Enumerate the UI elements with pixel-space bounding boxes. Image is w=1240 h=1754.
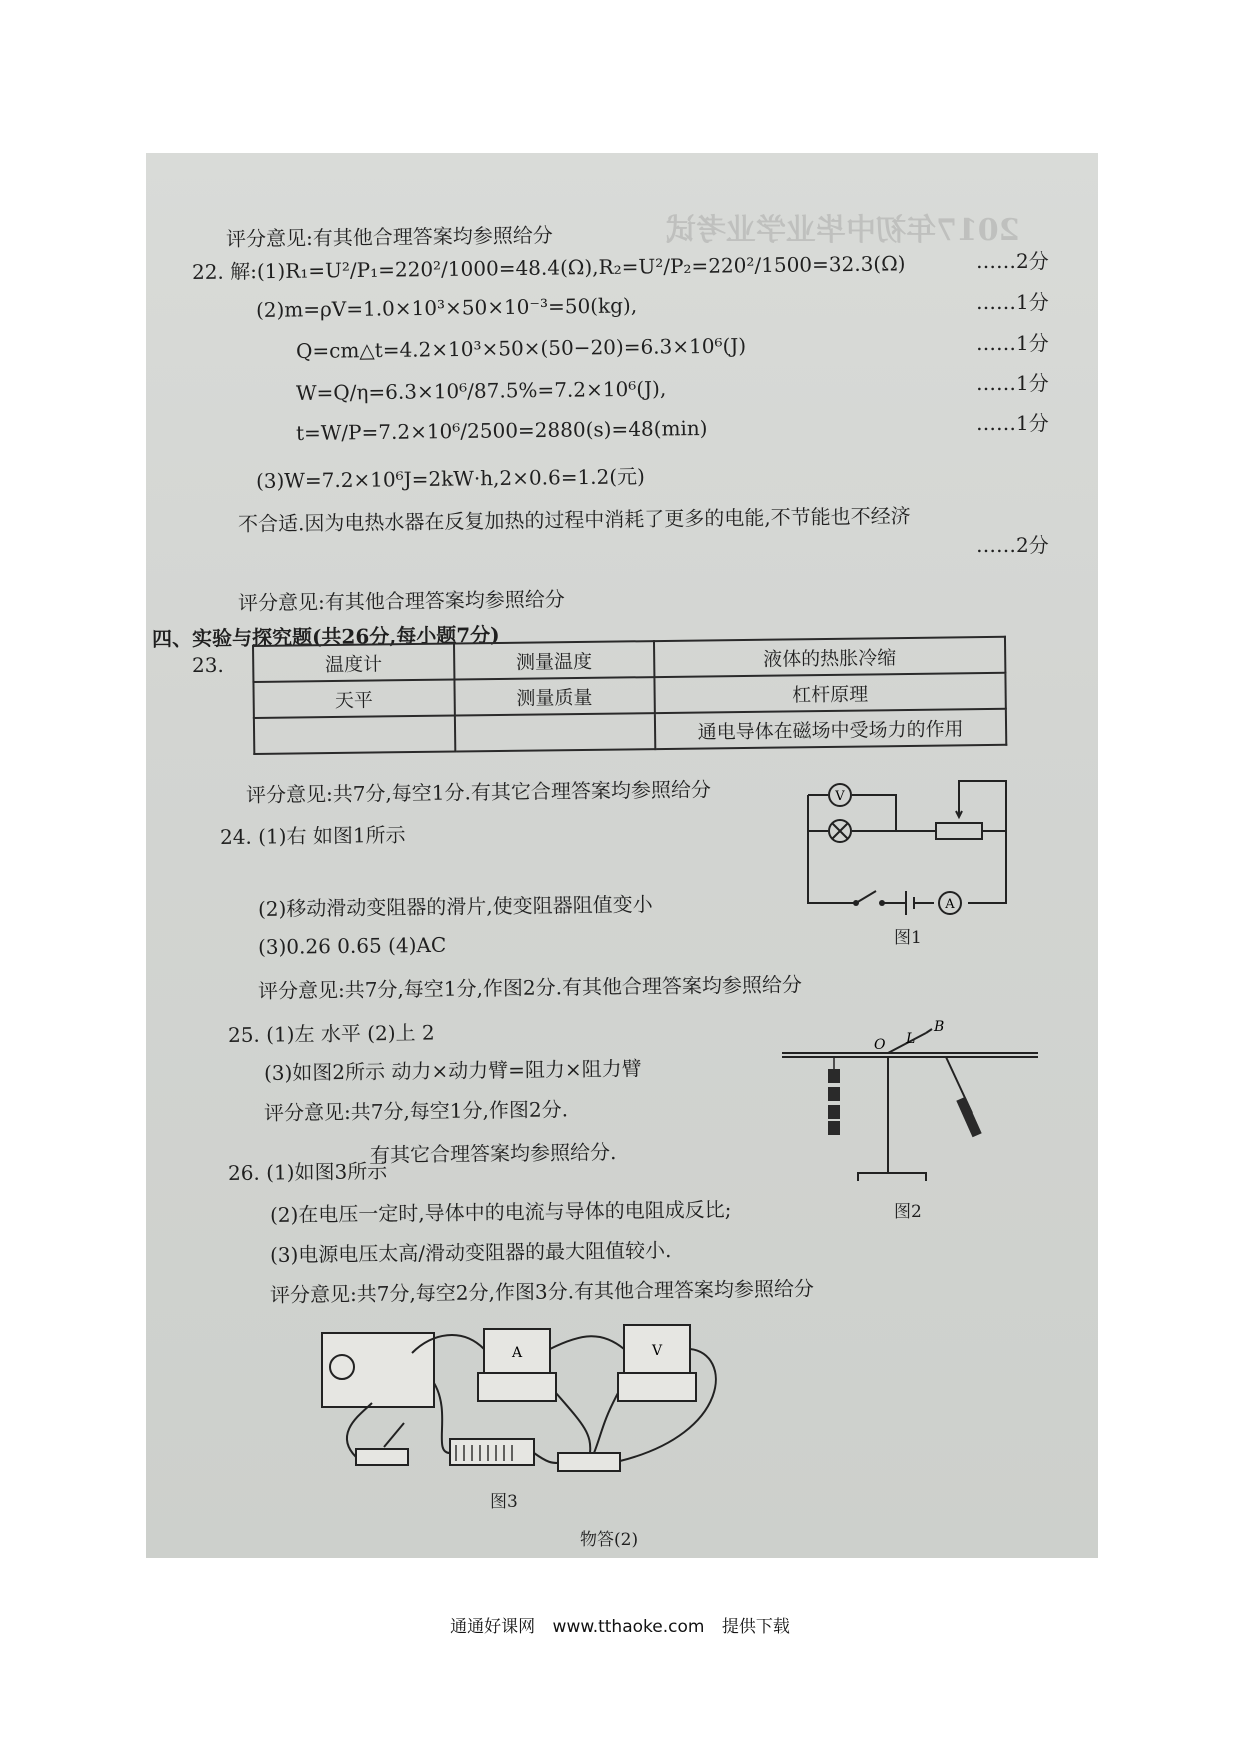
table-cell: 液体的热胀冷缩: [654, 637, 1005, 677]
scanned-page: [146, 153, 1098, 1558]
fig1-caption: 图1: [894, 928, 922, 948]
q24-part2: (2)移动滑动变阻器的滑片,使变阻器阻值变小: [257, 892, 653, 921]
q26-part3: (3)电源电压太高/滑动变阻器的最大阻值较小.: [269, 1238, 672, 1267]
q26-part1: 26. (1)如图3所示: [227, 1159, 388, 1185]
grading-note-22: 评分意见:有其他合理答案均参照给分: [237, 587, 565, 615]
score-q22-2b: ……1分: [976, 331, 1049, 355]
score-q22-2d: ……1分: [976, 411, 1049, 435]
q24-part1: 24. (1)右 如图1所示: [219, 822, 406, 849]
footer-site-name: 通通好课网: [450, 1617, 536, 1637]
fig1-ammeter-label: A: [945, 897, 955, 912]
q22-part2-mass: (2)m=ρV=1.0×10³×50×10⁻³=50(kg),: [255, 293, 638, 322]
q23-answer-table: [252, 636, 1007, 755]
fig2-label-o: O: [874, 1037, 886, 1053]
q22-part3: (3)W=7.2×10⁶J=2kW·h,2×0.6=1.2(元): [255, 464, 646, 493]
q22-part2-work: W=Q/η=6.3×10⁶/87.5%=7.2×10⁶(J),: [295, 376, 667, 405]
fig2-label-b: B: [934, 1019, 945, 1035]
fig3-ammeter-label: A: [511, 1345, 523, 1361]
grading-note-top: 评分意见:有其他合理答案均参照给分: [225, 223, 553, 251]
fig1-voltmeter-label: V: [835, 789, 845, 804]
q26-part2: (2)在电压一定时,导体中的电流与导体的电阻成反比;: [269, 1197, 732, 1227]
table-cell: 天平: [253, 680, 454, 718]
grading-note-25b: 有其它合理答案均参照给分.: [369, 1139, 617, 1167]
score-q22-3: ……2分: [976, 533, 1049, 557]
table-cell: 测量质量: [454, 677, 655, 715]
q22-part3-reason: 不合适.因为电热水器在反复加热的过程中消耗了更多的电能,不节能也不经济: [237, 503, 911, 536]
q22-part2-time: t=W/P=7.2×10⁶/2500=2880(s)=48(min): [295, 415, 708, 445]
fig2-label-l: L: [906, 1031, 916, 1047]
table-cell: [254, 716, 455, 754]
grading-note-24: 评分意见:共7分,每空1分,作图2分.有其他合理答案均参照给分: [257, 972, 803, 1003]
fig2-caption: 图2: [894, 1202, 922, 1222]
table-cell: 温度计: [253, 644, 454, 682]
footer-note: 提供下载: [721, 1617, 790, 1637]
figure-1-circuit: [796, 773, 1026, 923]
footer-url[interactable]: www.tthaoke.com: [552, 1617, 705, 1637]
section-four-heading: 四、实验与探究题(共26分,每小题7分): [151, 622, 500, 651]
q22-part2-heat: Q=cm△t=4.2×10³×50×(50−20)=6.3×10⁶(J): [295, 333, 747, 363]
table-cell: [454, 713, 655, 751]
table-cell: 测量温度: [454, 641, 655, 679]
score-q22-1: ……2分: [976, 249, 1049, 273]
bleed-through-title: 2017年初中毕业学业考试: [666, 213, 1020, 248]
grading-note-25: 评分意见:共7分,每空1分,作图2分.: [263, 1097, 569, 1125]
q24-part3: (3)0.26 0.65 (4)AC: [257, 932, 447, 959]
score-q22-2c: ……1分: [976, 371, 1049, 395]
q23-label: 23.: [192, 653, 224, 677]
figure-3-apparatus: [312, 1313, 832, 1493]
fig3-voltmeter-label: V: [651, 1343, 663, 1359]
q22-part1: 22. 解:(1)R₁=U²/P₁=220²/1000=48.4(Ω),R₂=U²/P₂=220²/1500=32.3(Ω): [191, 251, 906, 284]
download-footer: [0, 1612, 1240, 1637]
q25-part3: (3)如图2所示 动力×动力臂=阻力×阻力臂: [263, 1056, 642, 1085]
grading-note-26: 评分意见:共7分,每空2分,作图3分.有其他合理答案均参照给分: [269, 1276, 815, 1307]
table-cell: 杠杆原理: [654, 673, 1005, 713]
figure-2-lever: [776, 1013, 1056, 1193]
table-cell: 通电导体在磁场中受场力的作用: [655, 709, 1006, 749]
grading-note-23: 评分意见:共7分,每空1分.有其它合理答案均参照给分: [245, 777, 712, 807]
q25-part1: 25. (1)左 水平 (2)上 2: [227, 1020, 435, 1047]
fig3-caption: 图3: [490, 1492, 518, 1512]
score-q22-2a: ……1分: [976, 290, 1049, 314]
page-label: 物答(2): [580, 1530, 639, 1550]
